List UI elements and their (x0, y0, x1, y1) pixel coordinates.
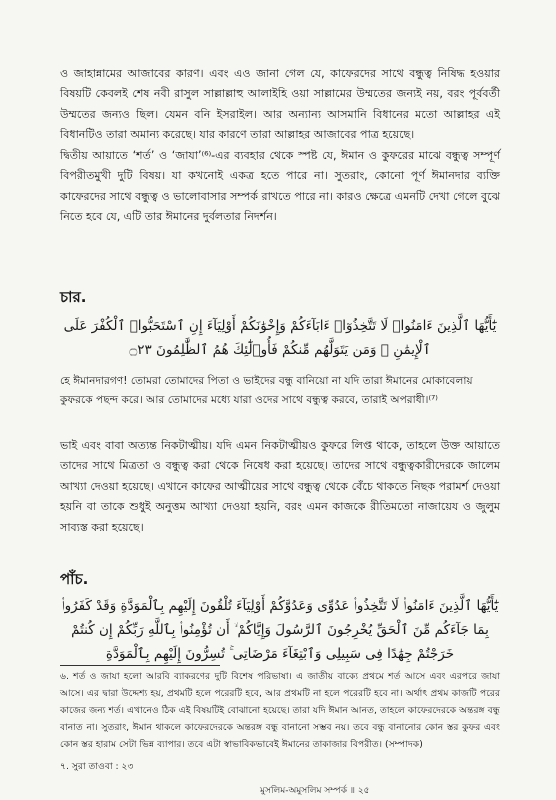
arabic-verse-4: يَٰٓأَيُّهَا ٱلَّذِينَ ءَامَنُوا۟ لَا تَتَّخِذُوٓا۟ ءَابَآءَكُمْ وَإِخْوَٰنَكُمْ أَوْلِيَآءَ إِنِ ٱسْتَحَبُّوا۟ ٱلْكُفْرَ عَلَى ٱلْإِيمَٰنِ ۚ وَمَن يَتَوَلَّهُم مِّنكُمْ فَأُو۟لَٰٓئِكَ هُمُ ٱلظَّٰلِمُونَ ۝٢٣ (63, 318, 497, 358)
paragraph-2: দ্বিতীয় আয়াতে ‘শর্ত’ ও ‘জাযা’⁽⁶⁾-এর ব্যবহার থেকে স্পষ্ট যে, ঈমান ও কুফরের মাঝে বন্ধুত্ব সম্পূর্ণ বিপরীতমুখী দুটি বিষয়। যা কখনোই একত্র হতে পারে না। সুতরাং, কোনো পূর্ণ ঈমানদার ব্যক্তি কাফেরদের সাথে বন্ধুত্ব ও ভালোবাসার সম্পর্ক রাখতে পারে না। কারও ক্ষেত্রে এমনটি দেখা গেলে বুঝে নিতে হবে যে, এটি তার ঈমানের দুর্বলতার নিদর্শন। (60, 149, 500, 224)
footnote-7: ৭. সুরা তাওবা : ২৩ (60, 761, 134, 772)
footnote-divider (60, 665, 220, 666)
verse-translation-4: হে ঈমানদারগণ! তোমরা তোমাদের পিতা ও ভাইদের বন্ধু বানিয়ো না যদি তারা ঈমানের মোকাবেলায় কুফরকে পছন্দ করে। আর তোমাদের মধ্যে যারা ওদের সাথে বন্ধুত্ব করবে, তারাই অপরাধী।⁽⁷⁾ (60, 375, 473, 406)
paragraph-3: ভাই এবং বাবা অত্যন্ত নিকটাত্মীয়। যদি এমন নিকটাত্মীয়ও কুফরে লিপ্ত থাকে, তাহলে উক্ত আয়াতে তাদের সাথে মিত্রতা ও বন্ধুত্ব করা থেকে নিষেধ করা হয়েছে। তাদের সাথে বন্ধুত্বকারীদেরকে জালেম আখ্যা দেওয়া হয়েছে। এখানে কাফের আত্মীয়ের সাথে বন্ধুত্ব থেকে বেঁচে থাকতে নিছক পরামর্শ দেওয়া হয়নি বা তাকে শুধুই অনুত্তম আখ্যা দেওয়া হয়নি, বরং এমন কাজকে রীতিমতো নাজায়েয ও জুলুম সাব্যস্ত করা হয়েছে। (60, 439, 500, 534)
page-footer: মুসলিম-অমুসলিম সম্পর্ক ॥ ২৫ (260, 786, 370, 796)
paragraph-1: ও জাহান্নামের আজাবের কারণ। এবং এও জানা গেল যে, কাফেরদের সাথে বন্ধুত্ব নিষিদ্ধ হওয়ার বিষয়টি কেবলই শেষ নবী রাসুল সাল্লাল্লাহু আলাইহি ওয়া সাল্লামের উম্মতের জন্যই নয়, বরং পূর্ববর্তী উম্মতের জন্যও ছিল। যেমন বনি ইসরাইল। আর অন্যান্য আসমানি বিধানের মতো আল্লাহর এই বিধানটিও তারা অমান্য করেছে। যার কারণে তারা আল্লাহর আজাবের পাত্র হয়েছে। (60, 67, 500, 142)
footnote-6: ৬. শর্ত ও জাযা হলো আরবি ব্যাকরণের দুটি বিশেষ পরিভাষা। এ জাতীয় বাক্যে প্রথমে শর্ত আসে এবং এরপরে জাযা আসে। এর দ্বারা উদ্দেশ্য হয়, প্রথমটি হলে পরেরটি হবে, আর প্রথমটি না হলে পরেরটি হবে না। অর্থাৎ প্রথম কাজটি পরের কাজের জন্য শর্ত। এখানেও ঠিক এই বিষয়টিই বোঝানো হয়েছে। তারা যদি ঈমান আনত, তাহলে কাফেরদেরকে অন্তরঙ্গ বন্ধু বানাত না। সুতরাং, ঈমান থাকলে কাফেরদেরকে অন্তরঙ্গ বন্ধু বানানো সম্ভব নয়। তবে বন্ধু বানানোর কোন স্তর কুফর এবং কোন স্তর হারাম সেটা ভিন্ন ব্যাপার। তবে এটা স্বাভাবিকভাবেই ঈমানের তাকাজার বিপরীত। (সম্পাদক) (60, 671, 500, 750)
section-heading-4: চার. (60, 288, 87, 306)
arabic-verse-5: يَٰٓأَيُّهَا ٱلَّذِينَ ءَامَنُوا۟ لَا تَتَّخِذُوا۟ عَدُوِّى وَعَدُوَّكُمْ أَوْلِيَآءَ تُلْقُونَ إِلَيْهِم بِٱلْمَوَدَّةِ وَقَدْ كَفَرُوا۟ بِمَا جَآءَكُم مِّنَ ٱلْحَقِّ يُخْرِجُونَ ٱلرَّسُولَ وَإِيَّاكُمْ ۙ أَن تُؤْمِنُوا۟ بِٱللَّهِ رَبِّكُمْ إِن كُنتُمْ خَرَجْتُمْ جِهَٰدًا فِى سَبِيلِى وَٱبْتِغَآءَ مَرْضَاتِى ۚ تُسِرُّونَ إِلَيْهِم بِٱلْمَوَدَّةِ (61, 598, 499, 662)
section-heading-5: পাঁচ. (60, 570, 89, 588)
